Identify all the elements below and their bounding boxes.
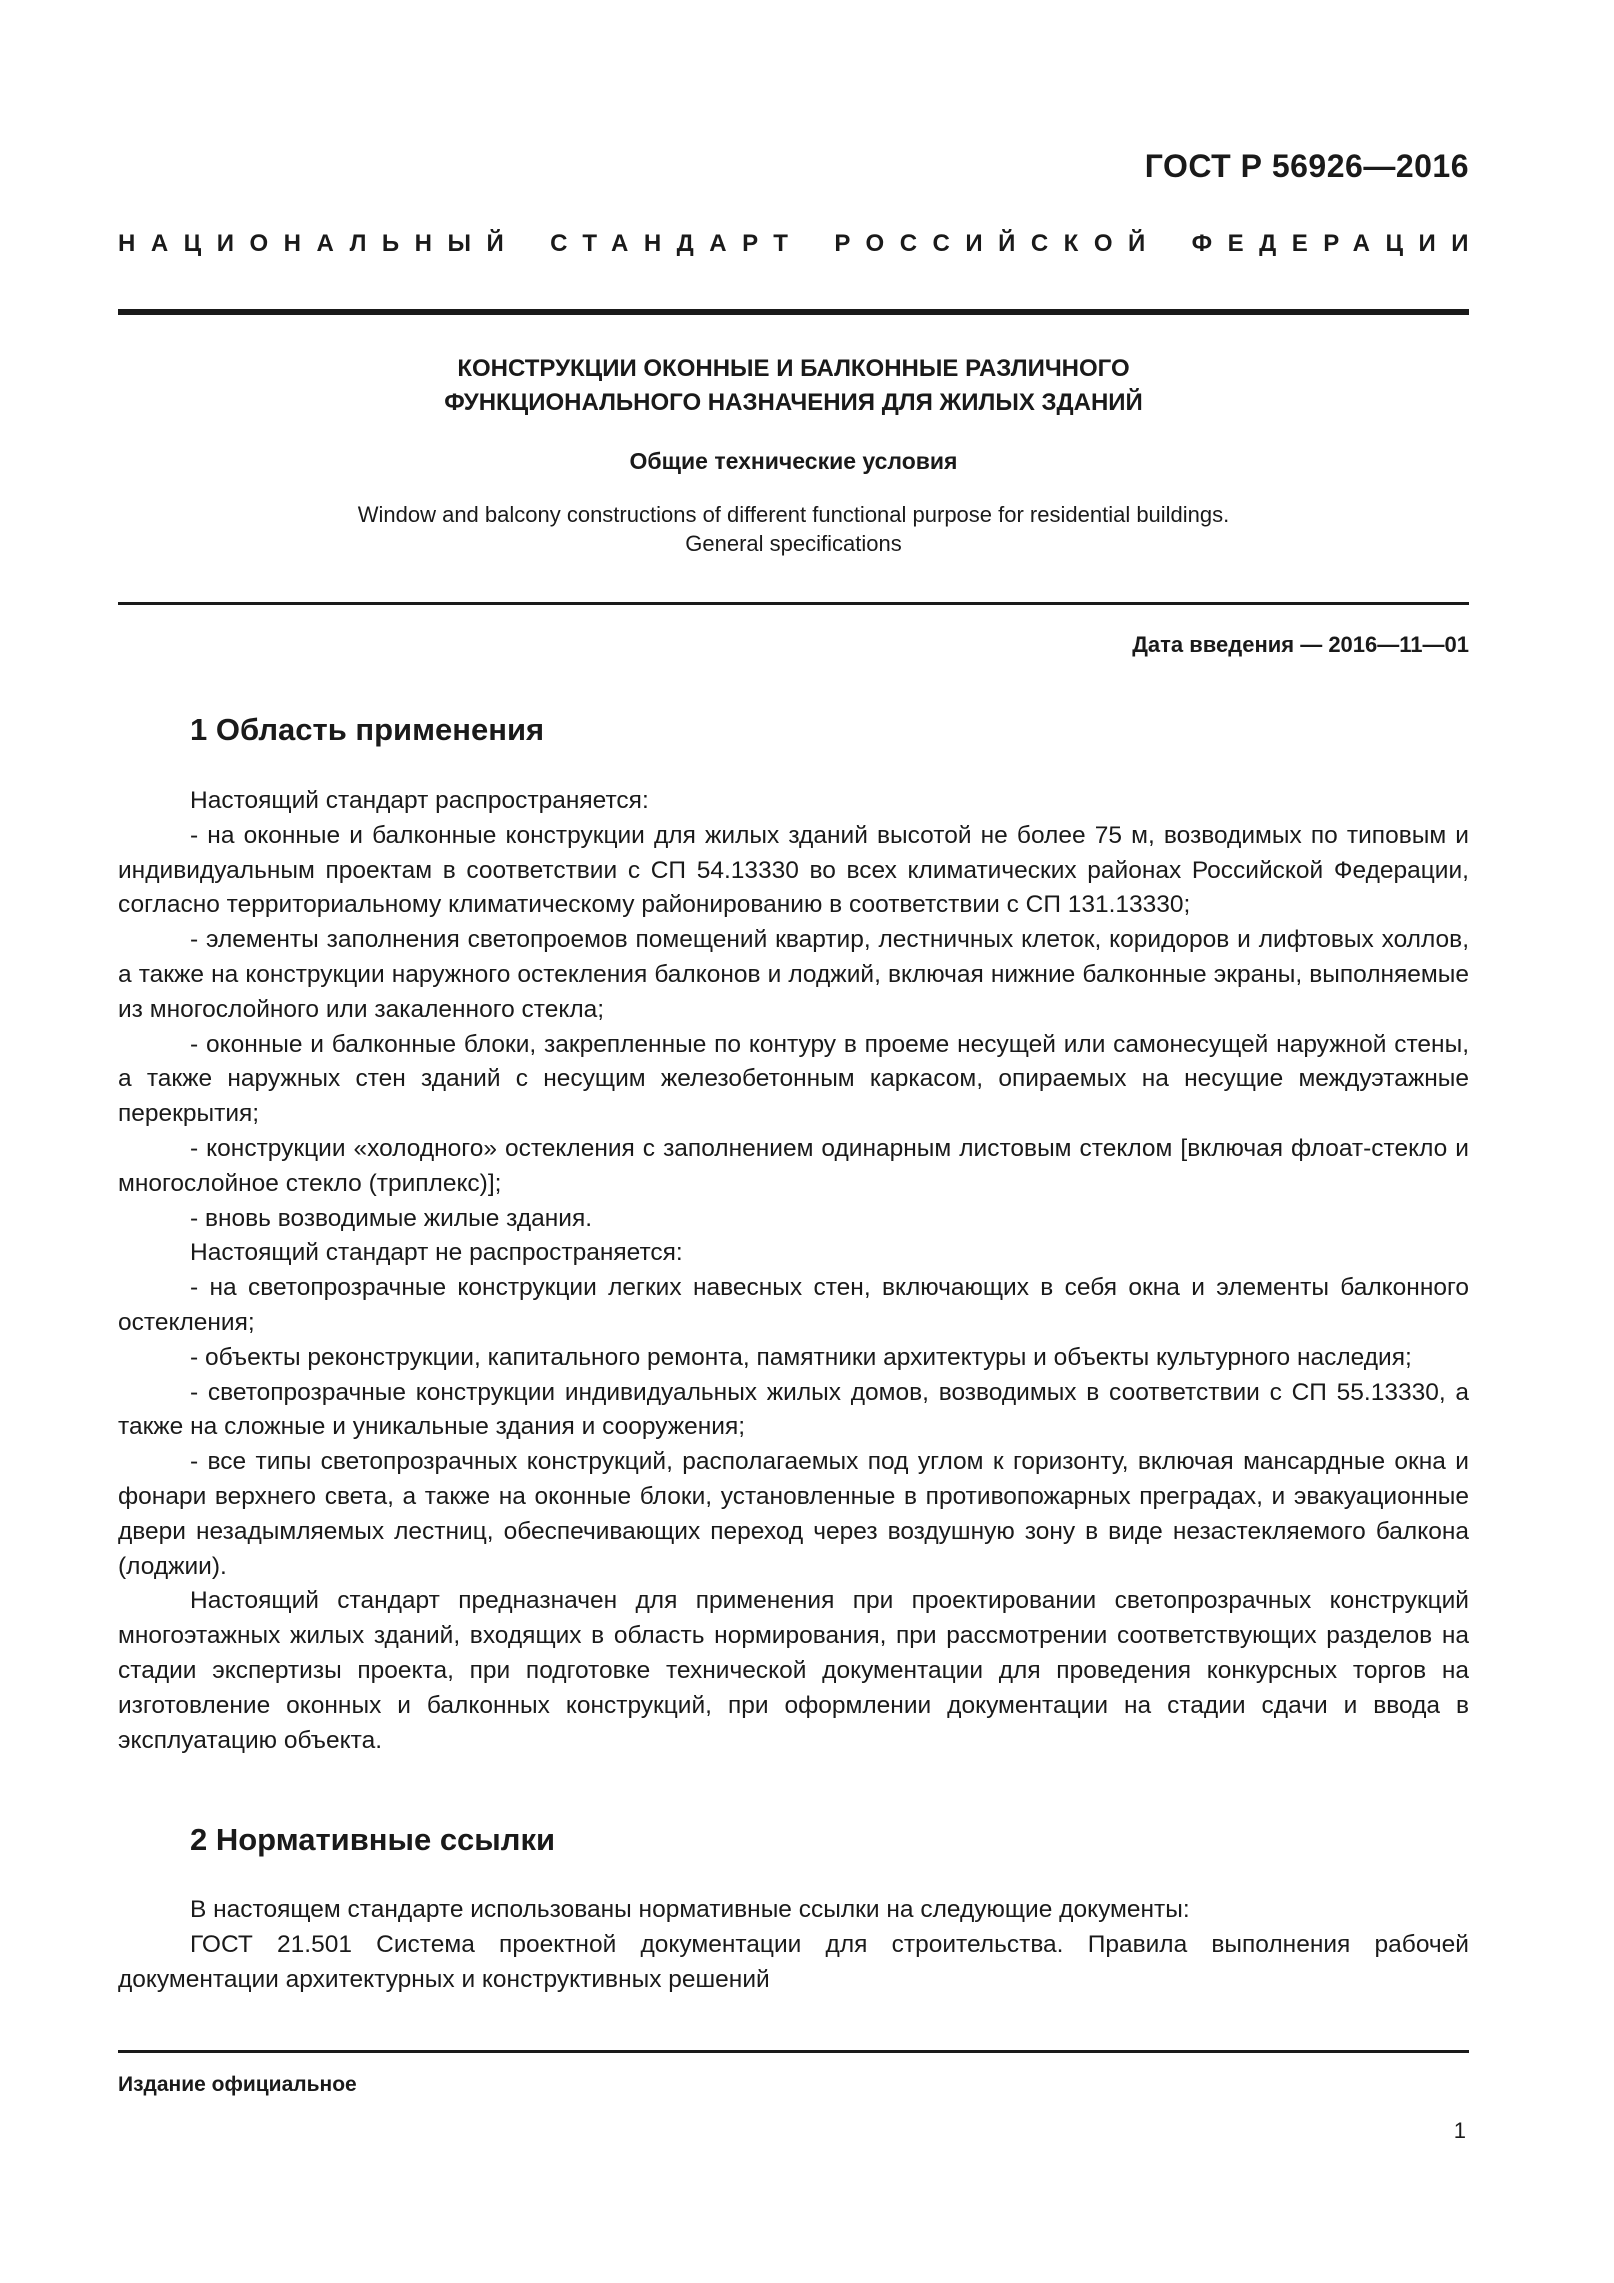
paragraph: ГОСТ 21.501 Система проектной документации для строительства. Правила выполнения рабочей документации архитектурных и конструктивных решений — [118, 1930, 1469, 1993]
banner-word: ФЕДЕРАЦИИ — [1191, 230, 1484, 257]
document-subtitle: Общие технические условия — [629, 448, 958, 474]
paragraph: Настоящий стандарт предназначен для применения при проектировании светопрозрачных конструкций многоэтажных жилых зданий, входящих в область нормирования, при рассмотрении соответствующих разделов на стадии экспертизы проекта, при подготовке технической документации для проведения конкурсных торгов на изготовление оконных и балконных конструкций, при оформлении документации на стадии сдачи и ввода в эксплуатацию объекта. — [118, 1587, 1469, 1754]
section-2-body — [118, 1893, 1469, 1997]
paragraph: Настоящий стандарт распространяется: — [190, 787, 649, 814]
paragraph: - на оконные и балконные конструкции для жилых зданий высотой не более 75 м, возводимых по типовым и индивидуальным проектам в соответствии с СП 54.13330 во всех климатических районах Российской Федерации, согласно территориальному климатическому районированию в соответствии с СП 131.13330; — [118, 821, 1469, 919]
document-title — [118, 352, 1469, 420]
official-edition-label: Издание официальное — [118, 2073, 357, 2096]
paragraph: - объекты реконструкции, капитального ремонта, памятники архитектуры и объекты культурного наследия; — [190, 1343, 1412, 1371]
footer-rule — [118, 2050, 1469, 2053]
section-1-body — [118, 784, 1469, 1758]
title-line: ФУНКЦИОНАЛЬНОГО НАЗНАЧЕНИЯ ДЛЯ ЖИЛЫХ ЗДАНИЙ — [444, 389, 1143, 416]
title-line: КОНСТРУКЦИИ ОКОННЫЕ И БАЛКОННЫЕ РАЗЛИЧНОГО — [457, 355, 1130, 382]
paragraph: - вновь возводимые жилые здания. — [190, 1204, 593, 1232]
paragraph: - конструкции «холодного» остекления с заполнением одинарным листовым стеклом [включая флоат-стекло и многослойное стекло (триплекс)]; — [118, 1134, 1469, 1197]
english-title-line: Window and balcony constructions of different functional purpose for residential buildings. — [357, 502, 1230, 527]
paragraph: Настоящий стандарт не распространяется: — [190, 1239, 683, 1267]
english-title-line: General specifications — [685, 531, 902, 556]
paragraph: - элементы заполнения светопроемов помещений квартир, лестничных клеток, коридоров и лифтовых холлов, а также на конструкции наружного остекления балконов и лоджий, включая нижние балконные экраны, выполняемые из многослойного или закаленного стекла; — [118, 926, 1469, 1023]
section-2-heading: 2 Нормативные ссылки — [190, 1822, 556, 1857]
top-rule — [118, 309, 1469, 315]
paragraph: - светопрозрачные конструкции индивидуальных жилых домов, возводимых в соответствии с СП 55.13330, а также на сложные и уникальные здания и сооружения; — [118, 1378, 1469, 1441]
banner-word: СТАНДАРТ — [550, 230, 804, 257]
introduction-date: Дата введения — 2016—11—01 — [1132, 632, 1469, 657]
paragraph: - оконные и балконные блоки, закрепленные по контуру в проеме несущей или самонесущей наружной стены, а также наружных стен зданий с несущим железобетонным каркасом, опираемых на несущие междуэтажные перекрытия; — [118, 1030, 1469, 1128]
english-title — [118, 500, 1469, 558]
banner-word: НАЦИОНАЛЬНЫЙ — [118, 230, 520, 257]
section-1-heading: 1 Область применения — [190, 712, 545, 747]
paragraph: - на светопрозрачные конструкции легких навесных стен, включающих в себя окна и элементы балконного остекления; — [118, 1274, 1469, 1336]
title-rule — [118, 602, 1469, 605]
paragraph: - все типы светопрозрачных конструкций, располагаемых под углом к горизонту, включая мансардные окна и фонари верхнего света, а также на оконные блоки, установленные в противопожарных преградах, и эвакуационные двери незадымляемых лестниц, обеспечивающих переход через воздушную зону в виде незастекляемого балкона (лоджии). — [118, 1448, 1469, 1580]
banner-word: РОССИЙСКОЙ — [834, 230, 1161, 257]
standard-code: ГОСТ Р 56926—2016 — [1144, 148, 1469, 184]
page-number: 1 — [1453, 2118, 1466, 2143]
national-standard-banner — [118, 230, 1484, 258]
paragraph: В настоящем стандарте использованы нормативные ссылки на следующие документы: — [190, 1896, 1190, 1923]
